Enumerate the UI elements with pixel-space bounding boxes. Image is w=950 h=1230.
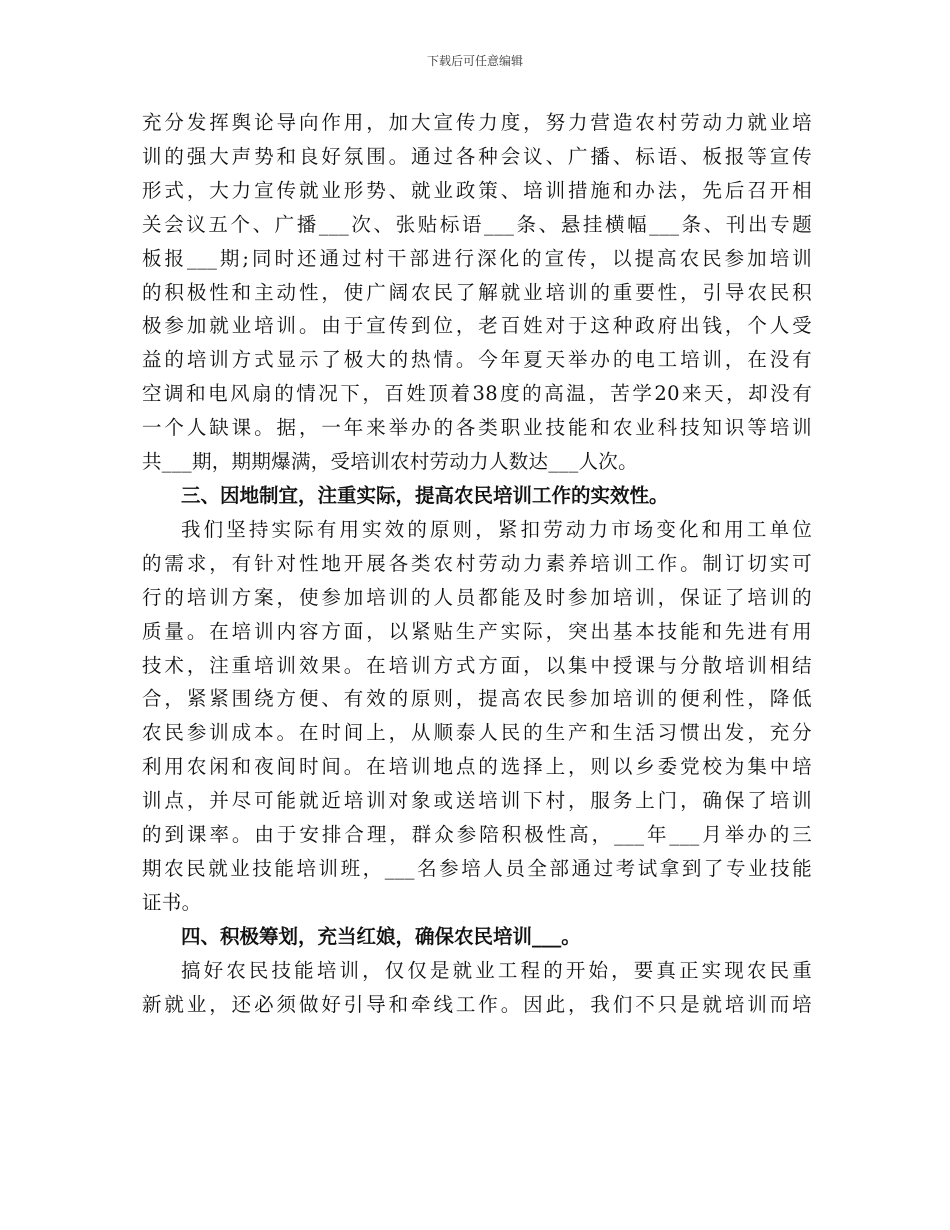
document-body xyxy=(142,106,812,1021)
text-line: 极参加就业培训。由于宣传到位，老百姓对于这种政府出钱，个人受 xyxy=(142,314,812,338)
text-line: 的积极性和主动性，使广阔农民了解就业培训的重要性，引导农民积 xyxy=(142,280,812,304)
paragraph-section-3 xyxy=(142,513,812,920)
text-line: 证书。 xyxy=(142,890,202,914)
text-line: 期农民就业技能培训班，___名参培人员全部通过考试拿到了专业技能 xyxy=(142,856,812,880)
text-line: 的需求，有针对性地开展各类农村劳动力素养培训工作。制订切实可 xyxy=(142,551,812,575)
text-line: 行的培训方案，使参加培训的人员都能及时参加培训，保证了培训的 xyxy=(142,585,812,609)
section-heading-3: 三、因地制宜，注重实际，提高农民培训工作的实效性。 xyxy=(181,483,669,507)
text-line: 农民参训成本。在时间上，从顺泰人民的生产和生活习惯出发，充分 xyxy=(142,721,812,745)
text-line: 新就业，还必须做好引导和牵线工作。因此，我们不只是就培训而培 xyxy=(142,992,812,1016)
text-line: 搞好农民技能培训，仅仅是就业工程的开始，要真正实现农民重 xyxy=(181,958,812,982)
text-line: 训的强大声势和良好氛围。通过各种会议、广播、标语、板报等宣传 xyxy=(142,144,812,168)
text-line: 技术，注重培训效果。在培训方式方面，以集中授课与分散培训相结 xyxy=(142,653,812,677)
text-line: 关会议五个、广播___次、张贴标语___条、悬挂横幅___条、刊出专题 xyxy=(142,212,812,236)
text-line: 形式，大力宣传就业形势、就业政策、培训措施和办法，先后召开相 xyxy=(142,178,812,202)
text-line: 利用农闲和夜间时间。在培训地点的选择上，则以乡委党校为集中培 xyxy=(142,755,812,779)
text-line: 充分发挥舆论导向作用，加大宣传力度，努力营造农村劳动力就业培 xyxy=(142,111,812,134)
paragraph-section-4 xyxy=(142,954,812,1022)
text-line: 合，紧紧围绕方便、有效的原则，提高农民参加培训的便利性，降低 xyxy=(142,687,812,711)
text-line: 质量。在培训内容方面，以紧贴生产实际，突出基本技能和先进有用 xyxy=(142,619,812,643)
page-header: 下载后可任意编辑 xyxy=(426,54,523,68)
paragraph-publicity xyxy=(142,106,812,479)
text-line: 板报___期;同时还通过村干部进行深化的宣传，以提高农民参加培训 xyxy=(142,246,812,270)
text-line: 共___期，期期爆满，受培训农村劳动力人数达___人次。 xyxy=(142,450,638,474)
text-line: 训点，并尽可能就近培训对象或送培训下村，服务上门，确保了培训 xyxy=(142,789,812,813)
text-line: 的到课率。由于安排合理，群众参陪积极性高，___年___月举办的三 xyxy=(142,823,812,847)
section-heading-4: 四、积极筹划，充当红娘，确保农民培训___。 xyxy=(181,924,581,948)
text-line: 我们坚持实际有用实效的原则，紧扣劳动力市场变化和用工单位 xyxy=(181,517,812,541)
text-line: 空调和电风扇的情况下，百姓顶着38度的高温，苦学20来天，却没有 xyxy=(142,382,812,406)
text-line: 一个人缺课。据，一年来举办的各类职业技能和农业科技知识等培训 xyxy=(142,416,812,440)
text-line: 益的培训方式显示了极大的热情。今年夏天举办的电工培训，在没有 xyxy=(142,348,812,372)
